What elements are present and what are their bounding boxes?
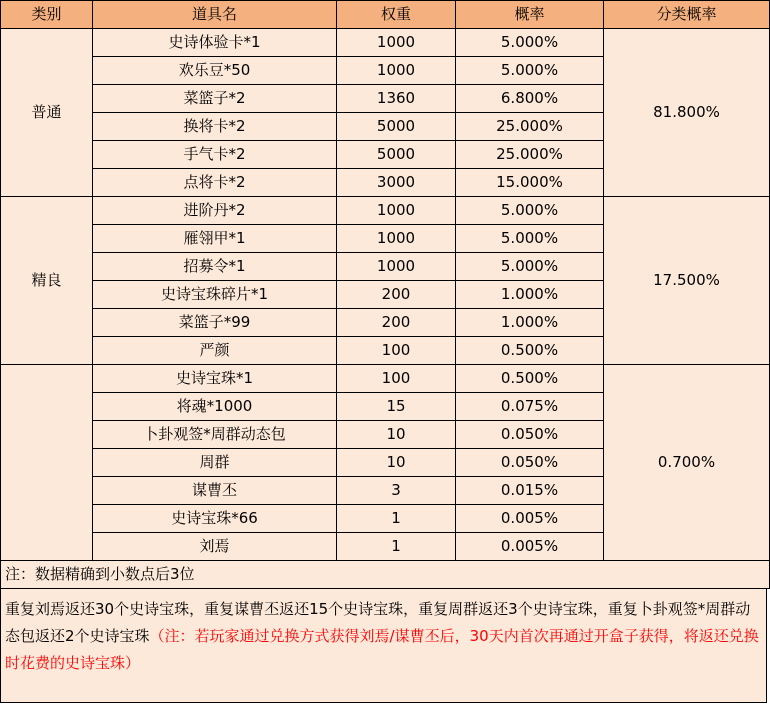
note-text: 注：数据精确到小数点后3位 bbox=[1, 561, 770, 589]
item-name-cell: 史诗宝珠碎片*1 bbox=[93, 281, 337, 309]
rate-cell: 0.005% bbox=[456, 533, 604, 561]
item-name-cell: 换将卡*2 bbox=[93, 113, 337, 141]
rate-cell: 1.000% bbox=[456, 281, 604, 309]
header-row bbox=[1, 1, 770, 29]
rate-cell: 25.000% bbox=[456, 113, 604, 141]
rate-cell: 1.000% bbox=[456, 309, 604, 337]
weight-cell: 1000 bbox=[337, 29, 456, 57]
table-row bbox=[1, 365, 770, 393]
table-row bbox=[1, 197, 770, 225]
weight-cell: 1360 bbox=[337, 85, 456, 113]
rate-cell: 0.500% bbox=[456, 365, 604, 393]
item-name-cell: 卜卦观签*周群动态包 bbox=[93, 421, 337, 449]
rate-cell: 5.000% bbox=[456, 225, 604, 253]
weight-cell: 5000 bbox=[337, 113, 456, 141]
weight-cell: 1000 bbox=[337, 253, 456, 281]
table-row bbox=[1, 29, 770, 57]
note-row bbox=[1, 561, 770, 589]
rate-cell: 5.000% bbox=[456, 197, 604, 225]
rate-cell: 0.500% bbox=[456, 337, 604, 365]
weight-cell: 1 bbox=[337, 533, 456, 561]
weight-cell: 3000 bbox=[337, 169, 456, 197]
rate-cell: 5.000% bbox=[456, 253, 604, 281]
rate-cell: 0.075% bbox=[456, 393, 604, 421]
item-name-cell: 史诗宝珠*1 bbox=[93, 365, 337, 393]
rate-cell: 0.005% bbox=[456, 505, 604, 533]
item-name-cell: 刘焉 bbox=[93, 533, 337, 561]
weight-cell: 100 bbox=[337, 337, 456, 365]
group-rate-cell: 0.700% bbox=[604, 365, 770, 561]
item-name-cell: 史诗体验卡*1 bbox=[93, 29, 337, 57]
header-weight: 权重 bbox=[337, 1, 456, 29]
item-name-cell: 周群 bbox=[93, 449, 337, 477]
header-category: 类别 bbox=[1, 1, 93, 29]
table-body bbox=[1, 29, 770, 561]
weight-cell: 10 bbox=[337, 421, 456, 449]
item-name-cell: 严颜 bbox=[93, 337, 337, 365]
weight-cell: 15 bbox=[337, 393, 456, 421]
rate-cell: 5.000% bbox=[456, 29, 604, 57]
category-cell: 精良 bbox=[1, 197, 93, 365]
item-name-cell: 招募令*1 bbox=[93, 253, 337, 281]
category-cell bbox=[1, 365, 93, 561]
footer-note bbox=[0, 589, 767, 703]
item-name-cell: 将魂*1000 bbox=[93, 393, 337, 421]
weight-cell: 3 bbox=[337, 477, 456, 505]
weight-cell: 200 bbox=[337, 309, 456, 337]
rate-cell: 0.050% bbox=[456, 421, 604, 449]
weight-cell: 10 bbox=[337, 449, 456, 477]
rate-cell: 15.000% bbox=[456, 169, 604, 197]
weight-cell: 1 bbox=[337, 505, 456, 533]
header-item-name: 道具名 bbox=[93, 1, 337, 29]
item-name-cell: 史诗宝珠*66 bbox=[93, 505, 337, 533]
rate-cell: 0.050% bbox=[456, 449, 604, 477]
header-group-rate: 分类概率 bbox=[604, 1, 770, 29]
item-name-cell: 进阶丹*2 bbox=[93, 197, 337, 225]
rate-cell: 6.800% bbox=[456, 85, 604, 113]
footer-text: 重复刘焉返还30个史诗宝珠，重复谋曹丕返还15个史诗宝珠，重复周群返还3个史诗宝珠，重复卜卦观签*周群动态包返还2个史诗宝珠 bbox=[5, 600, 751, 645]
weight-cell: 200 bbox=[337, 281, 456, 309]
weight-cell: 5000 bbox=[337, 141, 456, 169]
group-rate-cell: 17.500% bbox=[604, 197, 770, 365]
item-name-cell: 菜篮子*99 bbox=[93, 309, 337, 337]
item-name-cell: 谋曹丕 bbox=[93, 477, 337, 505]
header-rate: 概率 bbox=[456, 1, 604, 29]
weight-cell: 100 bbox=[337, 365, 456, 393]
item-name-cell: 欢乐豆*50 bbox=[93, 57, 337, 85]
category-cell: 普通 bbox=[1, 29, 93, 197]
item-name-cell: 雁翎甲*1 bbox=[93, 225, 337, 253]
rate-cell: 25.000% bbox=[456, 141, 604, 169]
weight-cell: 1000 bbox=[337, 197, 456, 225]
group-rate-cell: 81.800% bbox=[604, 29, 770, 197]
item-name-cell: 点将卡*2 bbox=[93, 169, 337, 197]
item-name-cell: 手气卡*2 bbox=[93, 141, 337, 169]
footer-red-text: （注：若玩家通过兑换方式获得刘焉/谋曹丕后，30天内首次再通过开盒子获得，将返还兑换时花费的史诗宝珠） bbox=[5, 627, 759, 672]
rate-cell: 0.015% bbox=[456, 477, 604, 505]
weight-cell: 1000 bbox=[337, 57, 456, 85]
rate-cell: 5.000% bbox=[456, 57, 604, 85]
weight-cell: 1000 bbox=[337, 225, 456, 253]
item-name-cell: 菜篮子*2 bbox=[93, 85, 337, 113]
